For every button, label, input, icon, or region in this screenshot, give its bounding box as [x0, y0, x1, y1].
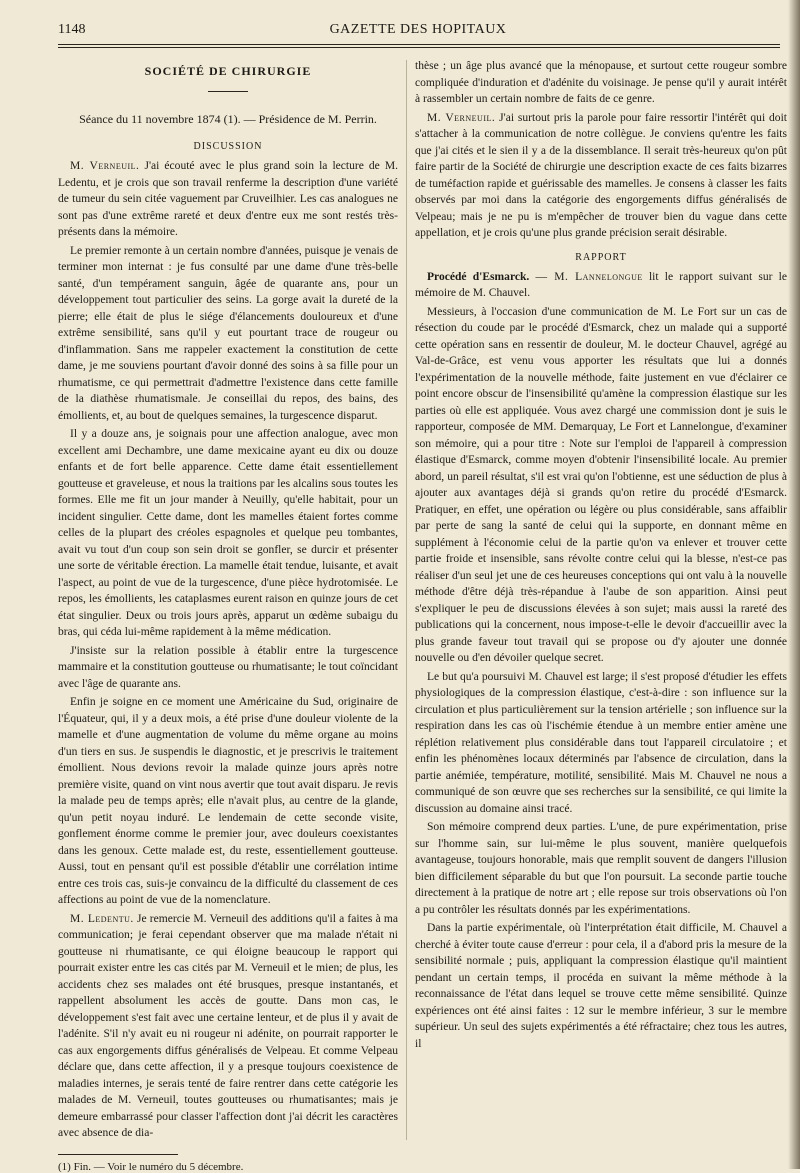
paragraph [415, 110, 787, 242]
paragraph [415, 269, 787, 302]
paragraph: Le but qu'a poursuivi M. Chauvel est large; il s'est proposé d'étudier les effets physiologiques de la compression élastique, c'est-à-dire : son influence sur la circulation et plus particulièrement sur la tension artérielle ; son influence sur la respiration dans les cas où l'ischémie étendue à un membre entier amène une réplétion relativement plus considérable dans tout l'appareil circulatoire ; et enfin les phénomènes locaux déterminés par l'absence de circulation, dans la partie anémiée, température, motilité, sensibilité. Mais M. Chauvel ne nous a communiqué de son œuvre que ses recherches sur la sensibilité, ce qui limite la discussion au domaine ainsi tracé. [415, 670, 787, 815]
paragraph: Messieurs, à l'occasion d'une communication de M. Le Fort sur un cas de résection du coude par le procédé d'Esmarck, chez un malade qui a supporté cette opération sans en ressentir de douleur, M. le docteur Chauvel, agrégé au Val-de-Grâce, est venu vous apporter les résultats que lui a donnés l'expérimentation de la nouvelle méthode, faite justement en vue d'éclairer ce point encore obscur de l'insensibilité qu'amène la compression élastique sur les parties où elle est appliquée. Vous avez chargé une commission dont je suis le rapporteur, composée de MM. Demarquay, Le Fort et Lannelongue, d'examiner son mémoire, qui a pour titre : Note sur l'emploi de l'appareil à compression élastique d'Esmarck, comme moyen d'obtenir l'insensibilité locale. Au premier abord, un pareil résultat, s'il est vrai qu'on l'obtienne, est une séduction de plus à ajouter aux avantages déjà si grands qu'on retire du procédé d'Esmarck. Pratiquer, en effet, une opération ou légère ou plus considérable, sans affaiblir par perte de sang la santé de celui qui la supporte, en donnant même en supplément à l'économie celui de la partie qu'on va enlever et trouver cette partie froide et insensible, sans révolte contre celui qui la blesse, n'est-ce pas réaliser d'un seul jet une de ces heureuses conceptions qui ont valu à la nouvelle méthode d'être déjà très-répandue à l'aube de son apparition. Ainsi peut s'expliquer le peu de discussions élevées à son sujet; mais aussi la rareté des publications qui la concernent, nous impose-t-elle le devoir d'accueillir avec la plus grande faveur tout travail qui se propose ou d'y ajouter une donnée nouvelle ou d'en dévoiler quelque secret. [415, 305, 787, 664]
seance-line: Séance du 11 novembre 1874 (1). — Présidence de M. Perrin. [79, 112, 377, 126]
speaker-name: M. Verneuil. [427, 111, 496, 124]
section-rule [208, 91, 248, 92]
paragraph [58, 158, 398, 241]
speaker-name: M. Verneuil. [70, 160, 140, 172]
footnote: (1) Fin. — Voir le numéro du 5 décembre. [58, 1160, 244, 1173]
paragraph: thèse ; un âge plus avancé que la ménopause, et surtout cette rougeur sombre compliquée d'induration et d'adénite du voisinage. Je pense qu'il y aurait intérêt à rassembler un certain nombre de faits de ce genre. [415, 60, 787, 105]
footnote-rule [58, 1154, 178, 1155]
paragraph: Il y a douze ans, je soignais pour une affection analogue, avec mon excellent ami Dechambre, une dame mexicaine ayant eu dix ou douze enfants et de fort belle apparence. Cette dame était essentiellement goutteuse et graveleuse, et nous la traitions par les alcalins sous toutes les formes. Elle me fit un jour mander à Neuilly, qu'elle habitait, pour un incident singulier. Cette dame, dont les mamelles étaient fortes comme celles de la plupart des créoles espagnoles et quelque peu tombantes, avait vu tout d'un coup son sein droit se gonfler, se durcir et présenter une sorte de véritable érection. La mamelle était tendue, luisante, et avait l'aspect, au point de vue de la turgescence, d'une pièce hydrotomisée. Le repos, les émollients, les cataplasmes eurent raison en quinze jours de cet état singulier. Deux ou trois jours après, apparut un œdème subaigu du bras, qui céda lui-même rapidement à la même médication. [58, 428, 398, 638]
journal-title: GAZETTE DES HOPITAUX [329, 22, 507, 37]
left-column [58, 58, 398, 1173]
rapport-heading: RAPPORT [575, 251, 627, 263]
paragraph [58, 911, 398, 1142]
paragraph-text: Je remercie M. Verneuil des additions qu'il a faites à ma communication; je ferai cependant observer que ma malade n'était ni goutteuse ni rhumatisante, ce qui éloigne beaucoup le rapport qui pourrait exister entre les cas cités par M. Verneuil et le mien; de plus, les accidents chez ses malades ont été brusques, presque instantanés, et rappellent absolument les accès de goutte. Dans mon cas, le développement s'est fait avec une certaine lenteur, et de plus il y avait de l'adénite. S'il n'y avait eu ni rougeur ni adénite, on pourrait rapporter le cas aux engorgements diffus généralisés de Velpeau. Et comme Velpeau déclare que, dans cette affection, il y a presque toujours coexistence de maladies internes, je serais tenté de faire rentrer dans cette catégorie les malades de M. Verneuil, toutes goutteuses ou rhumatisantes; mais je demeure embarrassé pour classer l'affection dont j'ai décrit les caractères avec absence de dia- [58, 912, 398, 1139]
header-rule-double [58, 47, 780, 48]
paragraph-text: lit le rapport suivant sur le mémoire de M. Chauvel. [415, 270, 788, 299]
section-title: SOCIÉTÉ DE CHIRURGIE [144, 64, 312, 78]
column-divider [406, 60, 407, 1140]
rapport-title: Procédé d'Esmarck. [427, 270, 530, 283]
paragraph: J'insiste sur la relation possible à établir entre la turgescence mammaire et la constitution goutteuse ou rhumatisante; le tout coïncidant avec l'âge de quarante ans. [58, 644, 398, 690]
paragraph: Dans la partie expérimentale, où l'interprétation était difficile, M. Chauvel a cherché à éviter toute cause d'erreur : pour cela, il a d'abord pris la mesure de la sensibilité normale ; puis, appliquant la compression élastique qu'il maintient pendant un certain temps, il procéda en suivant la même méthode à la reconnaissance de l'état dans lequel se trouve cette même sensibilité. Quinze expériences ont été ainsi faites : 12 sur le membre inférieur, 3 sur le membre supérieur. Un seul des sujets expérimentés a été réfractaire; chez tous les autres, il [415, 922, 787, 1050]
speaker-name: — M. Lannelongue [535, 270, 643, 283]
page-number: 1148 [58, 22, 86, 37]
paragraph-text: J'ai surtout pris la parole pour faire ressortir l'intérêt qui doit s'attacher à la communication de notre collègue. Je conviens qu'entre les faits que j'ai cités et le sien il y a de la dissemblance. Il serait très-heureux qu'on pût faire partir de la Société de chirurgie une description exacte de ces faits bizarres de tuméfaction rapide et guérissable des mamelles. Je consens à classer les faits observés par moi dans la catégorie des engorgements diffus généralisés de Velpeau; mais je ne pu is m'empêcher de trouver bien du vague dans cette appellation, et je crois qu'une plus grande précision serait désirable. [415, 111, 787, 239]
discussion-heading: DISCUSSION [193, 141, 263, 152]
page-header [58, 20, 778, 44]
paragraph: Son mémoire comprend deux parties. L'une, de pure expérimentation, prise sur l'homme sain, sur lui-même le plus souvent, manière quelquefois avantageuse, toujours honorable, mais que remplit souvent de dangers l'illusion bien difficilement séparable du but que l'on poursuit. La seconde partie touche directement à la pratique de notre art ; elle repose sur trois observations où l'on a pu contrôler les résultats donnés par les expérimentations. [415, 821, 787, 916]
speaker-name: M. Ledentu. [70, 912, 134, 925]
page-edge-shadow [788, 0, 800, 1169]
right-column [415, 58, 787, 1054]
paragraph: Le premier remonte à un certain nombre d'années, puisque je venais de terminer mon internat : je fus consulté par une dame d'une très-belle santé, d'un tempérament sanguin, âgée de quarante ans, pour un développement tout particulier des seins. La gorge avait la dureté de la pierre; elle était de plus le siége d'élancements douloureux et d'une extrême sensibilité, sans qu'il y eut pourtant trace de rougeur ou d'inflammation. Sans me rappeler exactement la constitution de cette dame, je me souviens pourtant d'avoir donné des soins à sa fille pour un rhumatisme, ce qui permettrait d'admettre l'existence dans cette famille de la diathèse rhumatismale. Je conseillai du repos, des bains, des émollients, et, au bout de quelques semaines, la turgescence disparut. [58, 244, 398, 422]
paragraph-text: J'ai écouté avec le plus grand soin la lecture de M. Ledentu, et je crois que son travail renferme la description d'une variété de tumeur du sein citée vaguement par Cruveilhier. Les cas analogues ne sont pas d'une extrême rareté et deux d'entre eux me sont restés très-présents dans la mémoire. [58, 160, 398, 238]
paragraph: Enfin je soigne en ce moment une Américaine du Sud, originaire de l'Équateur, qui, il y a deux mois, a été prise d'une douleur violente de la mamelle et d'une augmentation de volume du même organe au moins d'un tiers en sus. Je suspendis le diagnostic, et je prescrivis le traitement émollient. Nous devions revoir la malade quinze jours après notre première visite, quand on vint nous avertir que tout avait disparu. Je revis la malade peu de temps après; elle n'avait plus, au centre de la glande, qu'un petit noyau induré. Le lendemain de cette seconde visite, gonflement énorme comme le premier jour, avec douleurs coexistantes dans les genoux. Cette malade est, du reste, essentiellement goutteuse. Aussi, tout en pensant qu'il est possible d'établir une corrélation intime entre ces trois cas, suis-je convaincu de la difficulté du classement de ces affections au point de vue de la nomenclature. [58, 696, 398, 906]
header-rule [58, 44, 780, 45]
